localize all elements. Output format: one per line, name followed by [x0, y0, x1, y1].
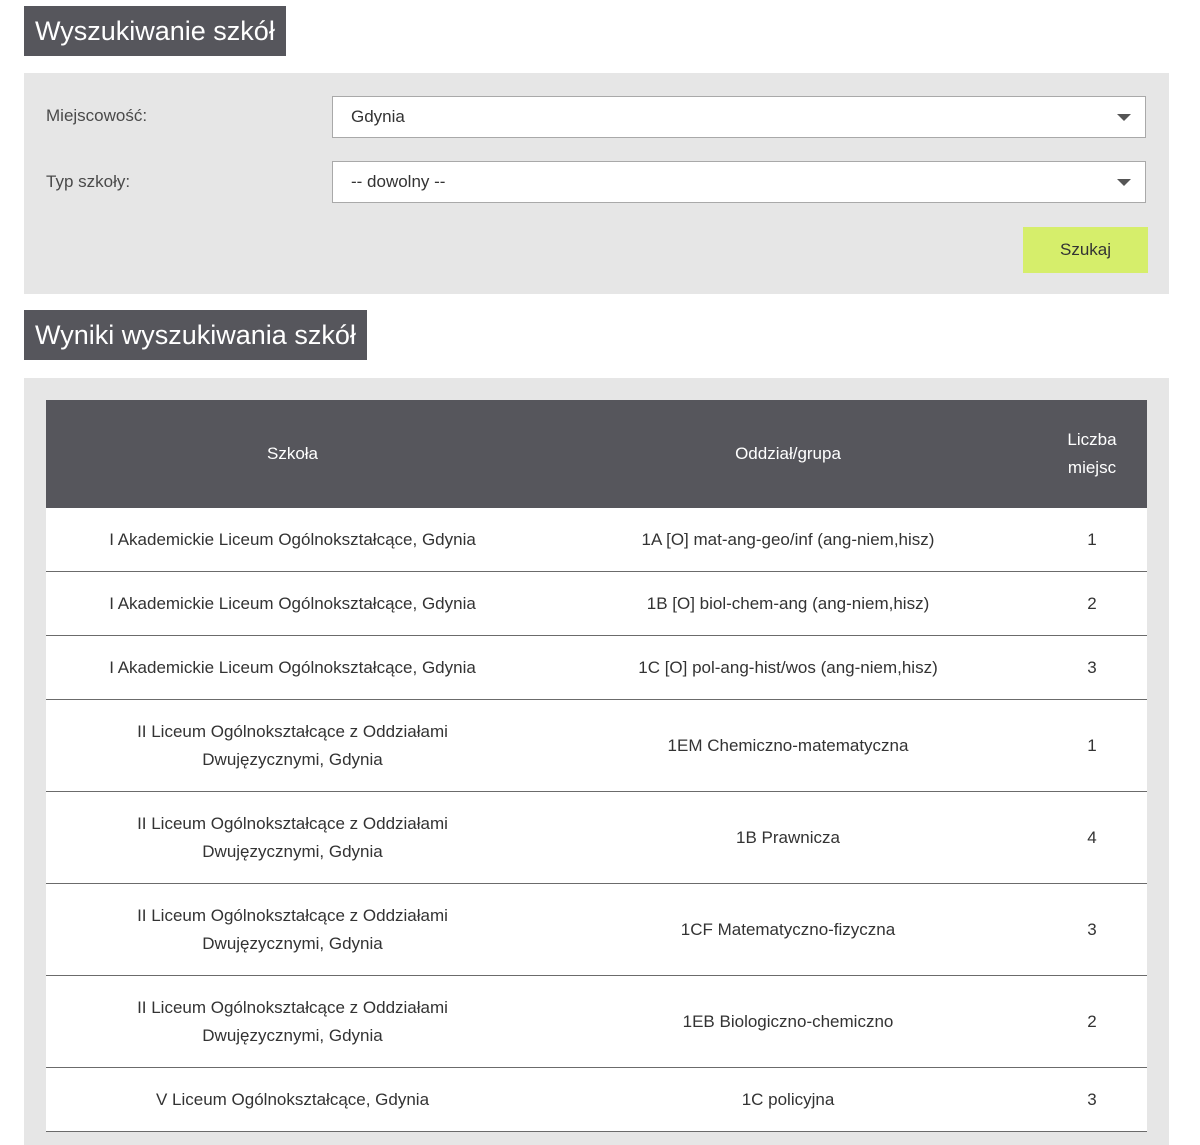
cell-places: 2 — [1037, 976, 1147, 1068]
cell-places: 4 — [1037, 792, 1147, 884]
cell-group: 1B [O] biol-chem-ang (ang-niem,hisz) — [539, 572, 1037, 636]
school-type-label: Typ szkoły: — [46, 172, 131, 191]
cell-school: II Liceum Ogólnokształcące z Oddziałami Dwujęzycznymi, Gdynia — [46, 976, 539, 1068]
cell-places: 3 — [1037, 636, 1147, 700]
cell-places: 3 — [1037, 884, 1147, 976]
column-header-group: Oddział/grupa — [539, 400, 1037, 508]
table-header-row — [46, 400, 1147, 508]
cell-places: 1 — [1037, 508, 1147, 572]
cell-group: 1CF Matematyczno-fizyczna — [539, 884, 1037, 976]
cell-group: 1C policyjna — [539, 1068, 1037, 1132]
locality-label: Miejscowość: — [46, 106, 148, 125]
column-header-places-label: Liczba miejsc — [1067, 430, 1117, 477]
cell-school: I Akademickie Liceum Ogólnokształcące, Gdynia — [46, 572, 539, 636]
cell-school: II Liceum Ogólnokształcące z Oddziałami Dwujęzycznymi, Gdynia — [46, 792, 539, 884]
cell-group: 1EM Chemiczno-matematyczna — [539, 700, 1037, 792]
column-header-school: Szkoła — [46, 400, 539, 508]
table-row — [46, 884, 1147, 976]
chevron-down-icon — [1117, 179, 1131, 186]
cell-places: 2 — [1037, 572, 1147, 636]
cell-group: 1B Prawnicza — [539, 792, 1037, 884]
results-panel — [24, 378, 1169, 1145]
cell-school: II Liceum Ogólnokształcące z Oddziałami Dwujęzycznymi, Gdynia — [46, 700, 539, 792]
table-row — [46, 976, 1147, 1068]
cell-places: 1 — [1037, 700, 1147, 792]
column-header-places — [1037, 400, 1147, 508]
cell-school: I Akademickie Liceum Ogólnokształcące, Gdynia — [46, 636, 539, 700]
cell-school: V Liceum Ogólnokształcące, Gdynia — [46, 1068, 539, 1132]
search-section-title: Wyszukiwanie szkół — [24, 6, 286, 56]
table-row — [46, 508, 1147, 572]
locality-select[interactable] — [332, 96, 1146, 138]
search-form-panel — [24, 73, 1169, 294]
school-type-select-value: -- dowolny -- — [351, 172, 446, 191]
search-button[interactable]: Szukaj — [1023, 227, 1148, 273]
cell-group: 1C [O] pol-ang-hist/wos (ang-niem,hisz) — [539, 636, 1037, 700]
table-row — [46, 792, 1147, 884]
table-row — [46, 636, 1147, 700]
table-row — [46, 572, 1147, 636]
school-type-select[interactable] — [332, 161, 1146, 203]
cell-school: II Liceum Ogólnokształcące z Oddziałami Dwujęzycznymi, Gdynia — [46, 884, 539, 976]
chevron-down-icon — [1117, 114, 1131, 121]
cell-group: 1EB Biologiczno-chemiczno — [539, 976, 1037, 1068]
table-row — [46, 700, 1147, 792]
results-section-title: Wyniki wyszukiwania szkół — [24, 310, 367, 360]
cell-group: 1A [O] mat-ang-geo/inf (ang-niem,hisz) — [539, 508, 1037, 572]
table-row — [46, 1068, 1147, 1132]
cell-places: 3 — [1037, 1068, 1147, 1132]
results-table — [46, 400, 1147, 1132]
cell-school: I Akademickie Liceum Ogólnokształcące, Gdynia — [46, 508, 539, 572]
locality-select-value: Gdynia — [351, 107, 405, 126]
